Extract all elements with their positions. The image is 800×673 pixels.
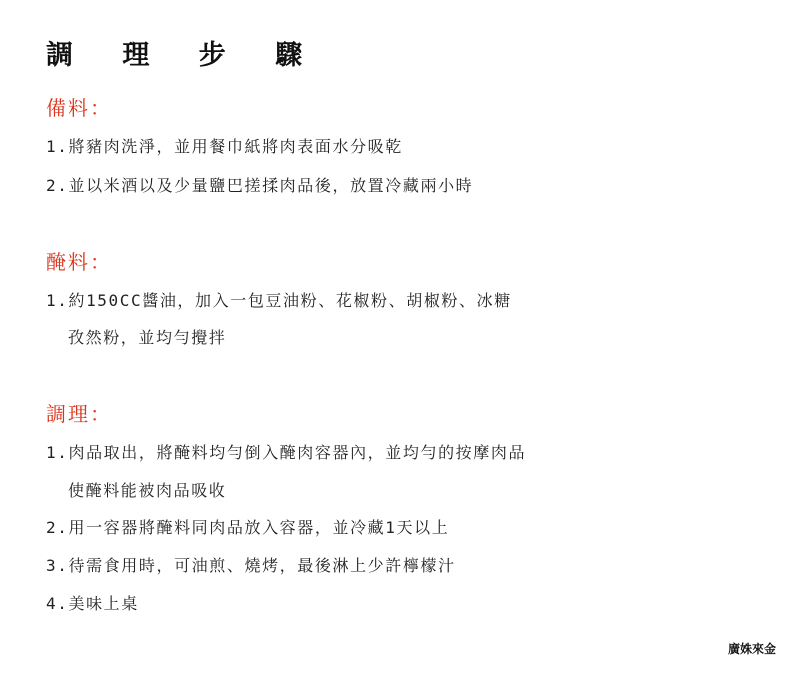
section-heading-cooking: 調理：	[46, 402, 112, 426]
step-line: 1.肉品取出，將醃料均勻倒入醃肉容器內，並均勻的按摩肉品	[46, 443, 527, 462]
author-signature: 廣姝來金	[727, 642, 776, 656]
step-line: 1.約150CC醬油，加入一包豆油粉、花椒粉、胡椒粉、冰糖	[46, 291, 512, 310]
step-line: 2.用一容器將醃料同肉品放入容器，並冷藏1天以上	[46, 518, 450, 537]
section-heading-prep: 備料：	[46, 96, 112, 120]
step-line: 3.待需食用時，可油煎、燒烤，最後淋上少許檸檬汁	[46, 556, 456, 575]
step-line-continuation: 使醃料能被肉品吸收	[68, 481, 227, 500]
step-line-continuation: 孜然粉，並均勻攪拌	[68, 328, 227, 347]
section-heading-marinade: 醃料：	[46, 250, 112, 274]
step-line: 2.並以米酒以及少量鹽巴搓揉肉品後，放置冷藏兩小時	[46, 176, 474, 195]
step-line: 1.將豬肉洗淨，並用餐巾紙將肉表面水分吸乾	[46, 137, 403, 156]
page-title: 調 理 步 驟	[46, 40, 323, 71]
step-line: 4.美味上桌	[46, 594, 139, 613]
